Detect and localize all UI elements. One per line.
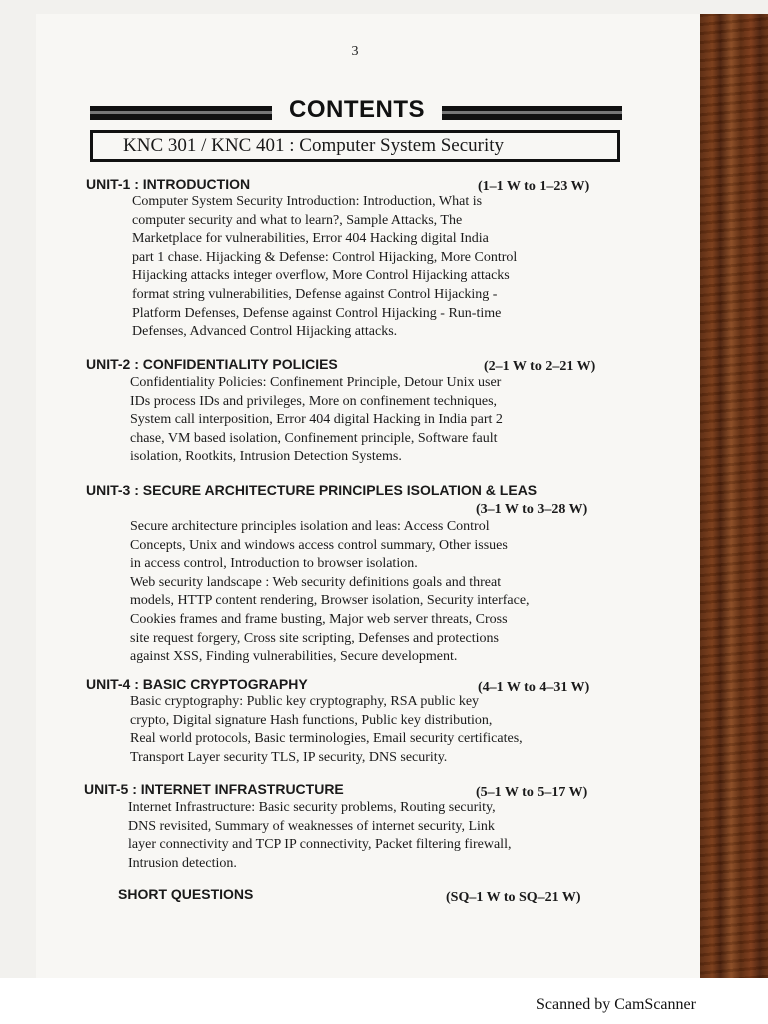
- unit-1-page-range: (1–1 W to 1–23 W): [478, 179, 590, 194]
- unit-2-line: isolation, Rootkits, Intrusion Detection Systems.: [130, 449, 402, 465]
- unit-2-line: System call interposition, Error 404 digital Hacking in India part 2: [130, 412, 503, 428]
- unit-3-page-range: (3–1 W to 3–28 W): [476, 502, 588, 517]
- unit-5-line: layer connectivity and TCP IP connectivity, Packet filtering firewall,: [128, 837, 512, 853]
- short-questions-page-range: (SQ–1 W to SQ–21 W): [446, 890, 581, 905]
- subject-title-box: [90, 130, 620, 162]
- unit-3-line: Web security landscape : Web security definitions goals and threat: [130, 574, 502, 590]
- unit-3-line: Cookies frames and frame busting, Major web server threats, Cross: [130, 611, 508, 627]
- unit-1-line: Defenses, Advanced Control Hijacking attacks.: [132, 324, 398, 340]
- unit-4-line: Transport Layer security TLS, IP security, DNS security.: [130, 749, 448, 765]
- unit-1-line: computer security and what to learn?, Sample Attacks, The: [132, 212, 463, 228]
- subject-title: KNC 301 / KNC 401 : Computer System Security: [123, 135, 505, 156]
- unit-1-line: format string vulnerabilities, Defense against Control Hijacking -: [132, 286, 498, 302]
- unit-3-line: against XSS, Finding vulnerabilities, Secure development.: [130, 649, 458, 665]
- contents-banner: [90, 96, 622, 128]
- contents-heading: CONTENTS: [289, 96, 425, 123]
- unit-2-line: IDs process IDs and privileges, More on confinement techniques,: [130, 393, 498, 409]
- unit-2-page-range: (2–1 W to 2–21 W): [484, 359, 596, 374]
- unit-4-line: Basic cryptography: Public key cryptography, RSA public key: [130, 694, 480, 709]
- unit-3-description: [130, 518, 530, 667]
- unit-2-description: [130, 374, 503, 467]
- unit-5-page-range: (5–1 W to 5–17 W): [476, 785, 588, 800]
- unit-1-title: UNIT-1 : INTRODUCTION: [86, 176, 251, 192]
- unit-3-title: UNIT-3 : SECURE ARCHITECTURE PRINCIPLES ISOLATION & LEAS: [86, 482, 538, 498]
- unit-3-line: in access control, Introduction to browser isolation.: [130, 556, 418, 572]
- unit-1-description: [132, 193, 517, 342]
- banner-bar-right: [442, 106, 622, 120]
- unit-4-line: Real world protocols, Basic terminologies, Email security certificates,: [130, 731, 523, 747]
- unit-2-line: Confidentiality Policies: Confinement Principle, Detour Unix user: [130, 375, 502, 390]
- unit-5-line: Internet Infrastructure: Basic security problems, Routing security,: [128, 800, 496, 815]
- scanner-watermark: Scanned by CamScanner: [536, 996, 696, 1013]
- unit-5-line: Intrusion detection.: [128, 855, 237, 871]
- unit-1-line: part 1 chase. Hijacking & Defense: Control Hijacking, More Control: [132, 249, 518, 265]
- unit-1-line: Marketplace for vulnerabilities, Error 404 Hacking digital India: [132, 231, 489, 247]
- unit-4-description: [130, 693, 523, 767]
- unit-3-line: models, HTTP content rendering, Browser isolation, Security interface,: [130, 593, 530, 609]
- short-questions-title: SHORT QUESTIONS: [118, 886, 254, 902]
- page-number: 3: [351, 44, 359, 59]
- unit-5-line: DNS revisited, Summary of weaknesses of internet security, Link: [128, 818, 495, 834]
- unit-3-line: Concepts, Unix and windows access control summary, Other issues: [130, 537, 508, 553]
- unit-5-description: [128, 799, 511, 873]
- unit-1-line: Platform Defenses, Defense against Control Hijacking - Run-time: [132, 305, 502, 321]
- wooden-table-edge: [700, 14, 768, 978]
- unit-2-line: chase, VM based isolation, Confinement principle, Software fault: [130, 430, 498, 446]
- unit-3-line: site request forgery, Cross site scripting, Defenses and protections: [130, 630, 499, 646]
- unit-4-title: UNIT-4 : BASIC CRYPTOGRAPHY: [86, 676, 308, 692]
- unit-4-page-range: (4–1 W to 4–31 W): [478, 680, 590, 695]
- unit-1-line: Computer System Security Introduction: Introduction, What is: [132, 194, 483, 209]
- unit-4-line: crypto, Digital signature Hash functions, Public key distribution,: [130, 712, 493, 728]
- unit-2-title: UNIT-2 : CONFIDENTIALITY POLICIES: [86, 356, 338, 372]
- unit-3-line: Secure architecture principles isolation and leas: Access Control: [130, 519, 490, 534]
- banner-bar-left: [90, 106, 272, 120]
- unit-5-title: UNIT-5 : INTERNET INFRASTRUCTURE: [84, 781, 344, 797]
- unit-1-line: Hijacking attacks integer overflow, More Control Hijacking attacks: [132, 268, 510, 284]
